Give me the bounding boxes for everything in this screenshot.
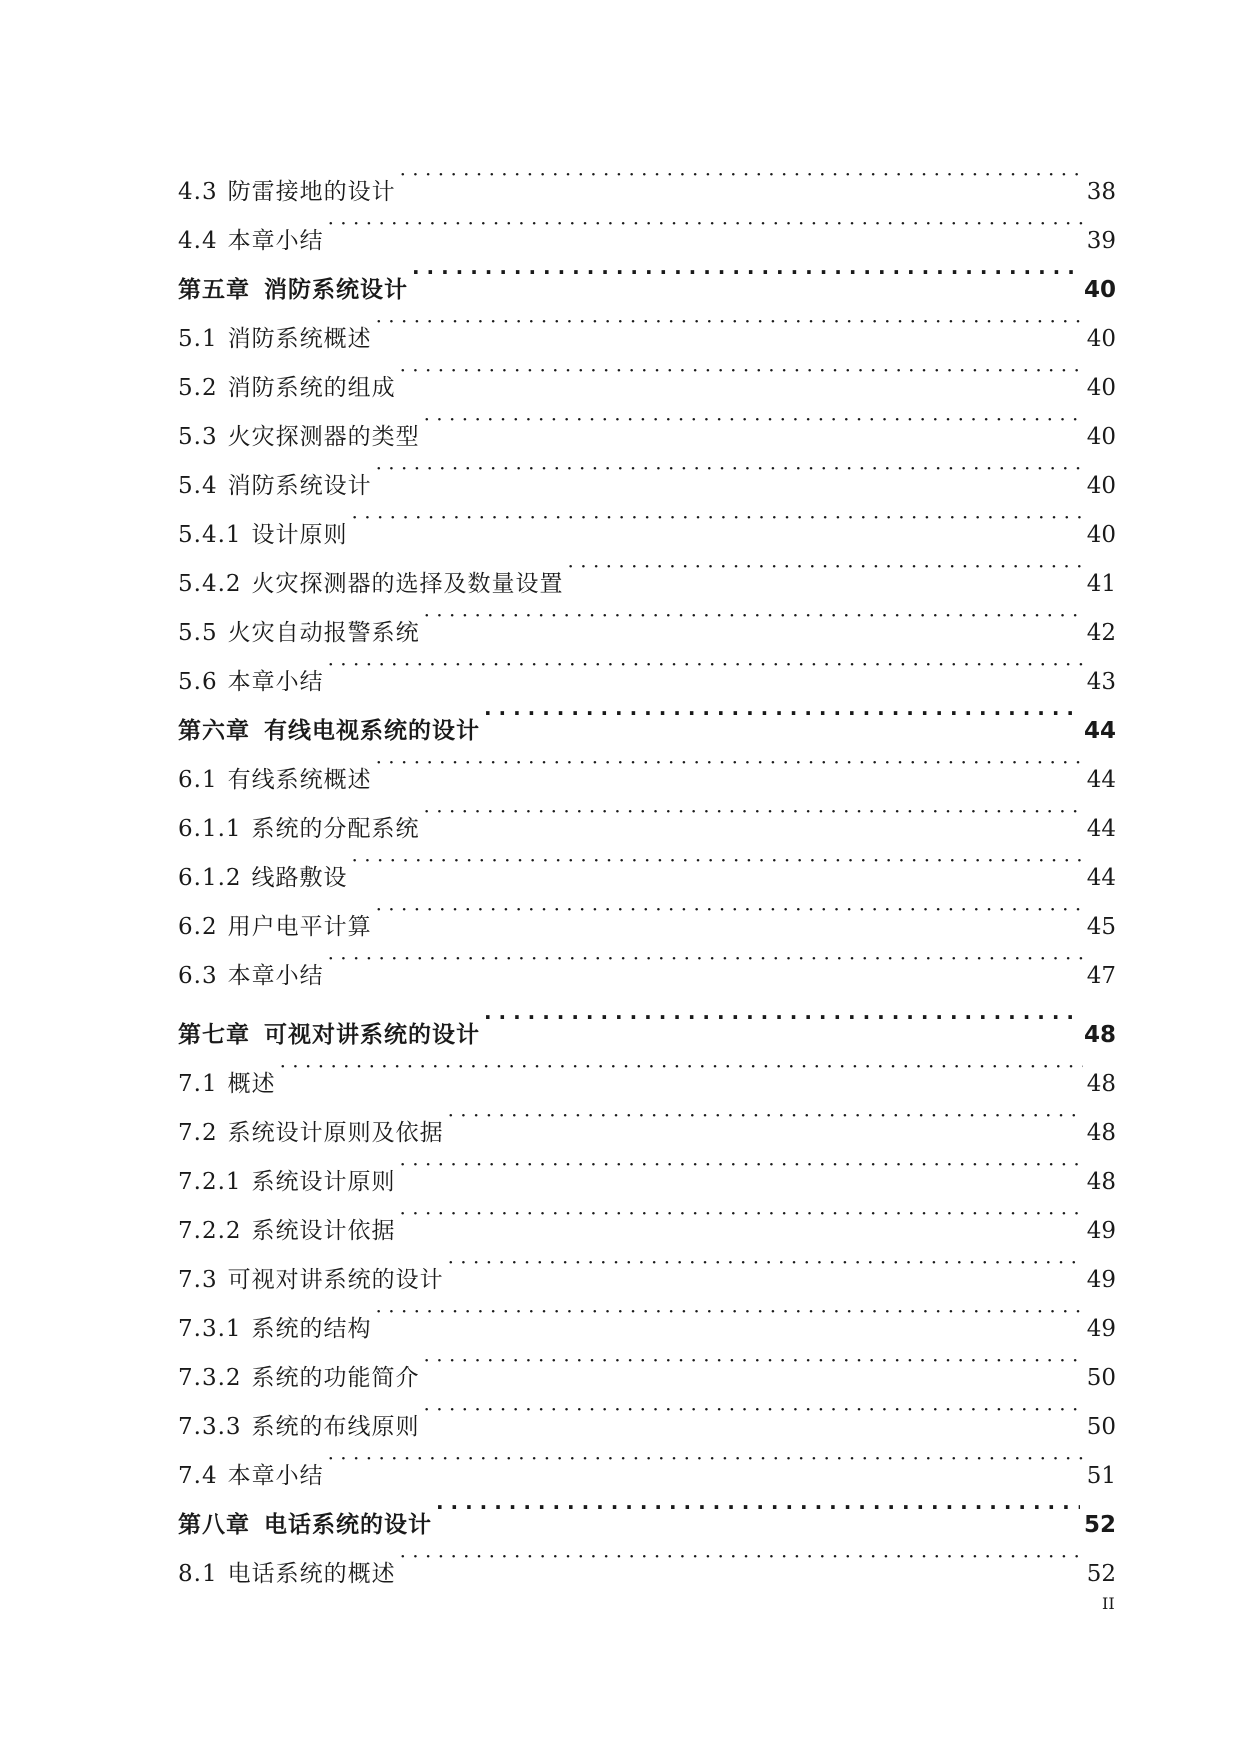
- entry-title: 线路敷设: [251, 865, 348, 891]
- entry-number: 5.3: [178, 424, 218, 450]
- entry-title: 本章小结: [227, 963, 324, 989]
- entry-page: 51: [1086, 1463, 1116, 1489]
- entry-number: 4.4: [178, 228, 218, 254]
- dot-leader: [376, 1287, 1083, 1336]
- page-number: II: [1102, 1594, 1115, 1613]
- entry-title: 有线系统概述: [227, 767, 372, 793]
- entry-page: 44: [1086, 816, 1116, 842]
- dot-leader: [568, 542, 1083, 591]
- toc-entry[interactable]: [178, 150, 1116, 205]
- dot-leader: [280, 1042, 1083, 1091]
- entry-page: 40: [1086, 375, 1116, 401]
- dot-leader: [328, 199, 1083, 248]
- dot-leader: [376, 297, 1083, 346]
- entry-page: 39: [1086, 228, 1116, 254]
- chapter-number: 第七章: [178, 1022, 250, 1048]
- entry-page: 40: [1086, 424, 1116, 450]
- entry-page: 48: [1086, 1071, 1116, 1097]
- entry-number: 5.4: [178, 473, 218, 499]
- dot-leader: [424, 1385, 1083, 1434]
- entry-number: 6.3: [178, 963, 218, 989]
- dot-leader: [328, 1434, 1083, 1483]
- entry-page: 49: [1086, 1218, 1116, 1244]
- entry-number: 8.1: [178, 1561, 218, 1587]
- entry-title: 本章小结: [227, 669, 324, 695]
- entry-title: 系统的分配系统: [251, 816, 420, 842]
- entry-page: 48: [1086, 1120, 1116, 1146]
- entry-page: 38: [1086, 179, 1116, 205]
- entry-number: 7.3.1: [178, 1316, 242, 1342]
- entry-title: 电话系统的概述: [227, 1561, 396, 1587]
- dot-leader: [436, 1483, 1080, 1532]
- entry-number: 7.2: [178, 1120, 218, 1146]
- entry-number: 6.2: [178, 914, 218, 940]
- dot-leader: [484, 993, 1080, 1042]
- entry-title: 本章小结: [227, 228, 324, 254]
- entry-page: 52: [1086, 1561, 1116, 1587]
- dot-leader: [412, 248, 1080, 297]
- entry-title: 系统设计原则及依据: [227, 1120, 444, 1146]
- entry-number: 6.1.2: [178, 865, 242, 891]
- chapter-number: 第五章: [178, 277, 250, 303]
- entry-title: 消防系统设计: [227, 473, 372, 499]
- entry-title: 本章小结: [227, 1463, 324, 1489]
- dot-leader: [376, 885, 1083, 934]
- entry-title: 火灾探测器的类型: [227, 424, 420, 450]
- toc-entry[interactable]: [178, 1091, 1116, 1146]
- chapter-title: 消防系统设计: [264, 277, 408, 303]
- entry-number: 7.3.2: [178, 1365, 242, 1391]
- dot-leader: [484, 689, 1080, 738]
- toc-entry[interactable]: [178, 1042, 1116, 1097]
- dot-leader: [448, 1238, 1083, 1287]
- dot-leader: [424, 591, 1083, 640]
- entry-title: 系统的结构: [251, 1316, 372, 1342]
- dot-leader: [400, 1189, 1083, 1238]
- entry-number: 5.4.2: [178, 571, 242, 597]
- entry-page: 49: [1086, 1267, 1116, 1293]
- dot-leader: [400, 1140, 1083, 1189]
- entry-page: 48: [1086, 1169, 1116, 1195]
- entry-title: 火灾自动报警系统: [227, 620, 420, 646]
- chapter-number: 第八章: [178, 1512, 250, 1538]
- entry-page: 40: [1086, 473, 1116, 499]
- dot-leader: [400, 150, 1083, 199]
- dot-leader: [328, 934, 1083, 983]
- entry-title: 系统设计原则: [251, 1169, 396, 1195]
- entry-title: 系统的功能简介: [251, 1365, 420, 1391]
- entry-number: 7.4: [178, 1463, 218, 1489]
- chapter-title: 可视对讲系统的设计: [264, 1022, 480, 1048]
- dot-leader: [376, 444, 1083, 493]
- dot-leader: [424, 395, 1083, 444]
- dot-leader: [448, 1091, 1083, 1140]
- entry-page: 44: [1083, 718, 1116, 744]
- entry-page: 40: [1083, 277, 1116, 303]
- entry-page: 45: [1086, 914, 1116, 940]
- entry-title: 系统设计依据: [251, 1218, 396, 1244]
- entry-title: 可视对讲系统的设计: [227, 1267, 444, 1293]
- entry-number: 7.2.1: [178, 1169, 242, 1195]
- chapter-title: 有线电视系统的设计: [264, 718, 480, 744]
- entry-number: 4.3: [178, 179, 218, 205]
- chapter-number: 第六章: [178, 718, 250, 744]
- entry-title: 系统的布线原则: [251, 1414, 420, 1440]
- entry-page: 49: [1086, 1316, 1116, 1342]
- entry-title: 防雷接地的设计: [227, 179, 396, 205]
- entry-number: 5.4.1: [178, 522, 242, 548]
- entry-number: 7.1: [178, 1071, 218, 1097]
- entry-number: 7.2.2: [178, 1218, 242, 1244]
- entry-page: 41: [1086, 571, 1116, 597]
- entry-title: 火灾探测器的选择及数量设置: [251, 571, 564, 597]
- entry-number: 6.1: [178, 767, 218, 793]
- dot-leader: [424, 1336, 1083, 1385]
- entry-number: 5.5: [178, 620, 218, 646]
- dot-leader: [424, 787, 1083, 836]
- entry-page: 44: [1086, 865, 1116, 891]
- entry-page: 50: [1086, 1414, 1116, 1440]
- dot-leader: [400, 1532, 1083, 1581]
- entry-number: 6.1.1: [178, 816, 242, 842]
- dot-leader: [328, 640, 1083, 689]
- entry-title: 消防系统的组成: [227, 375, 396, 401]
- entry-page: 52: [1083, 1512, 1116, 1538]
- entry-title: 用户电平计算: [227, 914, 372, 940]
- entry-number: 5.2: [178, 375, 218, 401]
- entry-page: 44: [1086, 767, 1116, 793]
- entry-number: 7.3.3: [178, 1414, 242, 1440]
- entry-page: 42: [1086, 620, 1116, 646]
- entry-page: 47: [1086, 963, 1116, 989]
- entry-number: 5.1: [178, 326, 218, 352]
- entry-number: 7.3: [178, 1267, 218, 1293]
- entry-page: 48: [1083, 1022, 1116, 1048]
- table-of-contents: [178, 150, 1116, 1587]
- dot-leader: [352, 836, 1083, 885]
- dot-leader: [400, 346, 1083, 395]
- entry-title: 消防系统概述: [227, 326, 372, 352]
- entry-page: 43: [1086, 669, 1116, 695]
- chapter-title: 电话系统的设计: [264, 1512, 432, 1538]
- entry-page: 40: [1086, 522, 1116, 548]
- dot-leader: [376, 738, 1083, 787]
- entry-number: 5.6: [178, 669, 218, 695]
- entry-title: 概述: [227, 1071, 276, 1097]
- entry-page: 50: [1086, 1365, 1116, 1391]
- entry-title: 设计原则: [251, 522, 348, 548]
- entry-page: 40: [1086, 326, 1116, 352]
- dot-leader: [352, 493, 1083, 542]
